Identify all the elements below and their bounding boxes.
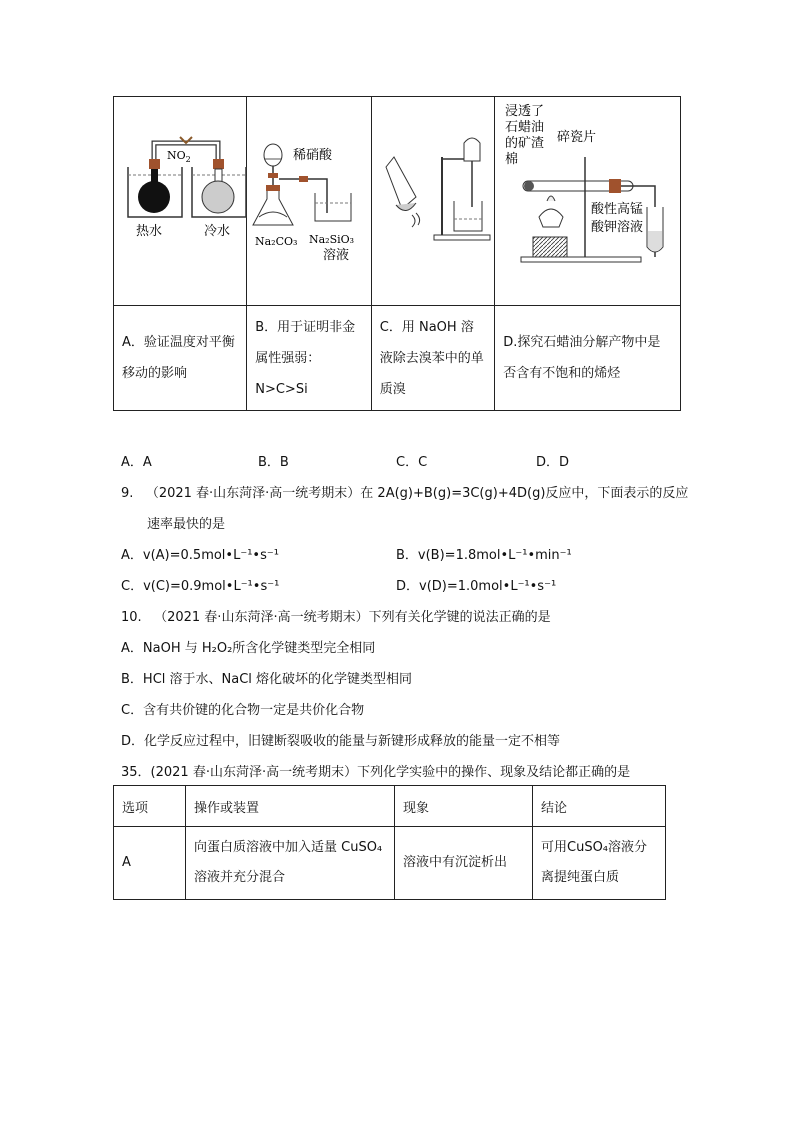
- row-operation: 向蛋白质溶液中加入适量 CuSO₄溶液并充分混合: [186, 827, 395, 900]
- q9-option-d: D．v(D)=1.0mol•L⁻¹•s⁻¹: [396, 579, 557, 594]
- caption-d: D.探究石蜡油分解产物中是否含有不饱和的烯烃: [495, 306, 681, 411]
- caption-a: A．验证温度对平衡移动的影响: [114, 306, 247, 411]
- q8-option-c: C．C: [396, 455, 428, 470]
- q10-question: 下列有关化学键的说法正确的是: [368, 610, 551, 625]
- label-cold-water: 冷水: [204, 224, 231, 239]
- label-acidic-kmno4-1: 酸性高锰: [591, 202, 644, 217]
- q35-stem: 35．(2021 春·山东菏泽·高一统考期末）下列化学实验中的操作、现象及结论都正确的是: [121, 765, 631, 780]
- q9-stem-line2: 速率最快的是: [147, 517, 226, 532]
- label-porcelain-chips: 碎瓷片: [557, 130, 597, 145]
- row-conclusion: 可用CuSO₄溶液分离提纯蛋白质: [533, 827, 666, 900]
- q9-number: 9.: [121, 486, 134, 501]
- caption-c: C．用 NaOH 溶液除去溴苯中的单质溴: [371, 306, 494, 411]
- label-solution: 溶液: [323, 248, 350, 263]
- header-phenomenon: 现象: [395, 786, 533, 827]
- figure-d-diagram: [495, 97, 681, 305]
- figure-b-diagram: [247, 97, 371, 305]
- q8-option-a: A．A: [121, 455, 152, 470]
- q10-number: 10.: [121, 610, 142, 625]
- caption-b: B．用于证明非金属性强弱：N>C>Si: [247, 306, 372, 411]
- figure-c-cell: [371, 97, 494, 306]
- label-slag: 的矿渣: [505, 136, 545, 151]
- header-option: 选项: [114, 786, 186, 827]
- label-cotton: 棉: [505, 152, 519, 167]
- label-acidic-kmno4-2: 酸钾溶液: [591, 220, 644, 235]
- q10-source: （2021 春·山东菏泽·高一统考期末）: [154, 610, 369, 625]
- q10-option-a: A．NaOH 与 H₂O₂所含化学键类型完全相同: [121, 641, 376, 656]
- label-hot-water: 热水: [136, 224, 163, 239]
- q10-option-c: C．含有共价键的化合物一定是共价化合物: [121, 703, 365, 718]
- q10-option-d: D．化学反应过程中，旧键断裂吸收的能量与新键形成释放的能量一定不相等: [121, 734, 561, 749]
- label-soaked: 浸透了: [505, 104, 545, 119]
- label-no2: $NO_2$: [167, 149, 191, 164]
- figure-d-cell: [495, 97, 681, 306]
- q9-option-c: C．v(C)=0.9mol•L⁻¹•s⁻¹: [121, 579, 280, 594]
- figure-a-cell: [114, 97, 247, 306]
- q10-option-b: B．HCl 溶于水、NaCl 熔化破坏的化学键类型相同: [121, 672, 413, 687]
- q8-option-b: B．B: [258, 455, 289, 470]
- label-paraffin-oil: 石蜡油: [505, 120, 545, 135]
- q10-stem: [121, 606, 551, 625]
- q9-stem: 在 2A(g)+B(g)=3C(g)+4D(g)反应中，下面表示的反应: [360, 486, 689, 501]
- label-na2sio3: Na₂SiO₃: [309, 233, 355, 246]
- row-phenomenon: 溶液中有沉淀析出: [395, 827, 533, 900]
- apparatus-table: [113, 96, 681, 411]
- row-option: A: [114, 827, 186, 900]
- figure-a-diagram: [114, 97, 247, 305]
- q9-stem-line1: [121, 482, 688, 501]
- q9-option-b: B．v(B)=1.8mol•L⁻¹•min⁻¹: [396, 548, 572, 563]
- figure-b-cell: [247, 97, 372, 306]
- q8-option-d: D．D: [536, 455, 570, 470]
- header-operation: 操作或装置: [186, 786, 395, 827]
- label-na2co3: Na₂CO₃: [255, 235, 298, 248]
- q9-source: （2021 春·山东菏泽·高一统考期末）: [145, 486, 361, 501]
- q9-option-a: A．v(A)=0.5mol•L⁻¹•s⁻¹: [121, 548, 279, 563]
- header-conclusion: 结论: [533, 786, 666, 827]
- label-dilute-nitric-acid: 稀硝酸: [293, 148, 333, 163]
- figure-c-diagram: [372, 97, 495, 305]
- q35-table: [113, 785, 666, 900]
